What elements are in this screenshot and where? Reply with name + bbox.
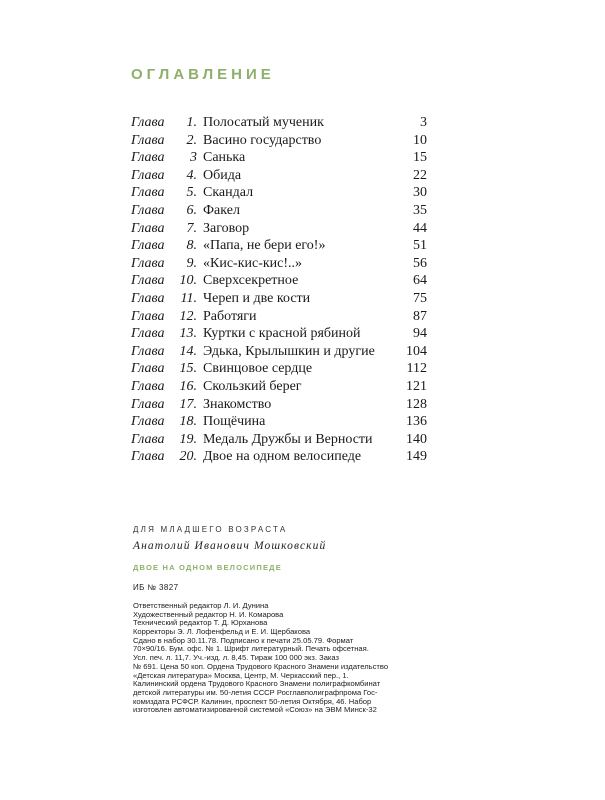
chapter-page: 136 — [406, 414, 427, 430]
chapter-number: 12. — [179, 308, 197, 324]
chapter-word: Глава — [131, 238, 165, 254]
chapter-title: Обида — [203, 167, 242, 183]
chapter-number: 9. — [186, 255, 197, 271]
chapter-number: 5. — [186, 185, 197, 201]
chapter-page: 30 — [413, 185, 427, 201]
chapter-page: 22 — [413, 167, 427, 183]
toc-entry — [131, 132, 427, 150]
chapter-title: Череп и две кости — [203, 290, 311, 306]
chapter-word: Глава — [131, 132, 165, 148]
chapter-number: 7. — [186, 220, 197, 236]
chapter-page: 94 — [413, 326, 427, 342]
toc-entry — [131, 114, 427, 132]
toc-entry — [131, 167, 427, 185]
toc-entry — [131, 255, 427, 273]
colophon-line: Ответственный редактор Л. И. Дунина — [133, 602, 269, 610]
toc-entry — [131, 413, 427, 431]
colophon-line: 70×90/16. Бум. офс. № 1. Шрифт литературный. Печать офсетная. — [133, 645, 369, 654]
colophon-line: Усл. печ. л. 11,7. Уч.-изд. л. 8,45. Тираж 100 000 экз. Заказ — [133, 654, 340, 663]
chapter-page: 149 — [406, 449, 427, 465]
chapter-number: 3 — [190, 150, 197, 166]
chapter-number: 18. — [179, 414, 197, 430]
chapter-title: Факел — [203, 202, 240, 218]
chapter-title: Свинцовое сердце — [203, 361, 313, 377]
colophon-line: изготовлен автоматизированной системой «Союз» на ЭВМ Минск-32 — [133, 706, 377, 715]
colophon-line: «Детская литература» Москва, Центр, М. Черкасский пер., 1. — [133, 671, 349, 680]
chapter-number: 16. — [179, 378, 197, 394]
toc-entry — [131, 343, 427, 361]
chapter-number: 19. — [179, 431, 197, 447]
chapter-title: Заговор — [203, 220, 250, 236]
chapter-word: Глава — [131, 220, 165, 236]
chapter-title: «Кис-кис-кис!..» — [203, 255, 303, 271]
toc-entry — [131, 448, 427, 466]
colophon-line: Корректоры Э. Л. Лофенфельд и Е. И. Щербакова — [133, 628, 311, 637]
chapter-word: Глава — [131, 255, 165, 271]
ib-number: ИБ № 3827 — [133, 583, 179, 592]
chapter-title: Работяги — [203, 308, 257, 324]
colophon-line: № 691. Цена 50 коп. Ордена Трудового Красного Знамени издательство — [133, 662, 389, 671]
chapter-title: Скандал — [203, 185, 254, 201]
chapter-word: Глава — [131, 343, 165, 359]
toc-entry — [131, 220, 427, 238]
chapter-page: 140 — [406, 431, 427, 447]
chapter-page: 51 — [413, 238, 427, 254]
chapter-page: 15 — [413, 150, 427, 166]
toc-entry — [131, 149, 427, 167]
chapter-word: Глава — [131, 167, 165, 183]
colophon-line: Калининский ордена Трудового Красного Знамени полиграфкомбинат — [133, 680, 381, 689]
colophon — [133, 602, 433, 715]
toc-entry — [131, 290, 427, 308]
chapter-title: Эдька, Крылышкин и другие — [203, 343, 375, 359]
book-title: ДВОЕ НА ОДНОМ ВЕЛОСИПЕДЕ — [133, 563, 282, 572]
table-of-contents — [131, 114, 427, 466]
chapter-title: Сверхсекретное — [203, 273, 299, 289]
toc-entry — [131, 308, 427, 326]
chapter-word: Глава — [131, 273, 165, 289]
chapter-number: 1. — [186, 115, 197, 130]
toc-entry — [131, 237, 427, 255]
chapter-number: 4. — [186, 167, 197, 183]
chapter-number: 14. — [179, 343, 197, 359]
toc-entry — [131, 272, 427, 290]
chapter-title: Куртки с красной рябиной — [203, 326, 361, 342]
chapter-title: Пощёчина — [203, 414, 266, 430]
chapter-word: Глава — [131, 449, 165, 465]
chapter-number: 8. — [186, 238, 197, 254]
age-group-label: ДЛЯ МЛАДШЕГО ВОЗРАСТА — [133, 525, 288, 534]
chapter-number: 6. — [186, 202, 197, 218]
chapter-word: Глава — [131, 414, 165, 430]
colophon-line: Художественный редактор Н. И. Комарова — [133, 610, 284, 619]
chapter-word: Глава — [131, 326, 165, 342]
chapter-page: 56 — [413, 255, 427, 271]
chapter-word: Глава — [131, 202, 165, 218]
chapter-page: 104 — [406, 343, 427, 359]
toc-heading: ОГЛАВЛЕНИЕ — [131, 66, 275, 83]
chapter-page: 64 — [413, 273, 427, 289]
colophon-line: детской литературы им. 50-летия СССР Росглавполиграфпрома Гос- — [133, 688, 378, 697]
chapter-number: 11. — [180, 290, 197, 306]
toc-entry — [131, 378, 427, 396]
chapter-number: 13. — [179, 326, 197, 342]
toc-entry — [131, 325, 427, 343]
chapter-word: Глава — [131, 185, 165, 201]
chapter-word: Глава — [131, 396, 165, 412]
chapter-title: Скользкий берег — [203, 378, 302, 394]
chapter-number: 20. — [179, 449, 197, 465]
chapter-title: Полосатый мученик — [203, 115, 324, 130]
toc-entry — [131, 184, 427, 202]
author-name: Анатолий Иванович Мошковский — [133, 540, 327, 552]
chapter-word: Глава — [131, 431, 165, 447]
chapter-word: Глава — [131, 308, 165, 324]
chapter-title: Двое на одном велосипеде — [203, 449, 362, 465]
chapter-title: Знакомство — [203, 396, 272, 412]
chapter-number: 10. — [179, 273, 197, 289]
chapter-page: 35 — [413, 202, 427, 218]
colophon-line: Технический редактор Т. Д. Юрханова — [133, 619, 268, 628]
chapter-number: 15. — [179, 361, 197, 377]
chapter-number: 17. — [179, 396, 197, 412]
chapter-word: Глава — [131, 290, 165, 306]
chapter-word: Глава — [131, 150, 165, 166]
toc-entry — [131, 396, 427, 414]
chapter-word: Глава — [131, 361, 165, 377]
chapter-page: 10 — [413, 132, 427, 148]
chapter-title: Васино государство — [203, 132, 322, 148]
toc-entry — [131, 431, 427, 449]
toc-entry — [131, 360, 427, 378]
chapter-page: 121 — [406, 378, 427, 394]
chapter-page: 128 — [406, 396, 427, 412]
chapter-title: Санька — [203, 150, 246, 166]
chapter-page: 75 — [413, 290, 427, 306]
chapter-page: 44 — [413, 220, 427, 236]
chapter-word: Глава — [131, 378, 165, 394]
chapter-number: 2. — [186, 132, 197, 148]
toc-entry — [131, 202, 427, 220]
chapter-page: 87 — [413, 308, 427, 324]
chapter-page: 112 — [406, 361, 427, 377]
chapter-title: Медаль Дружбы и Верности — [203, 431, 373, 447]
chapter-word: Глава — [131, 115, 165, 130]
chapter-title: «Папа, не бери его!» — [203, 238, 326, 254]
colophon-line: Сдано в набор 30.11.78. Подписано к печати 25.05.79. Формат — [133, 636, 354, 645]
chapter-page: 3 — [420, 115, 427, 130]
colophon-line: комиздата РСФСР. Калинин, проспект 50-летия Октября, 46. Набор — [133, 697, 372, 706]
